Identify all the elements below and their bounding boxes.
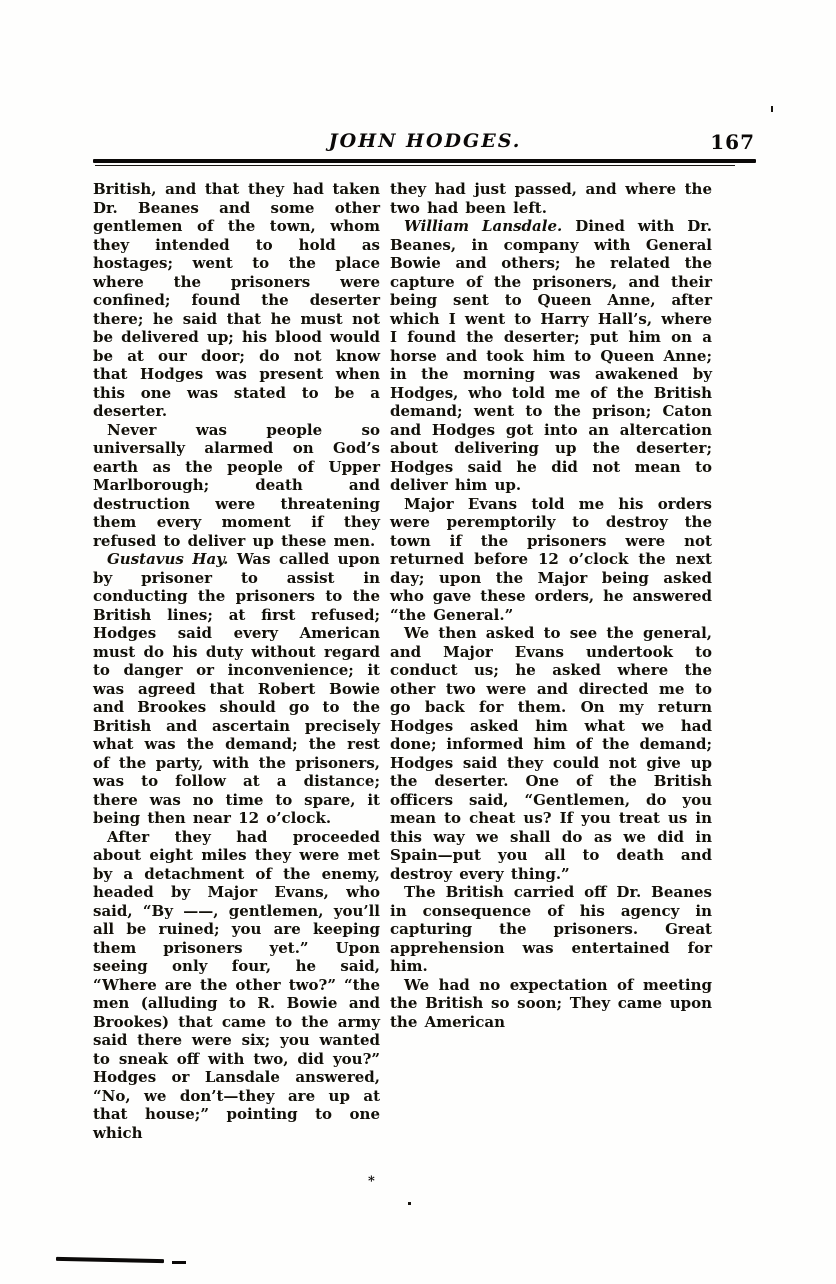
paragraph-text: We then asked to see the general, and Major Evans undertook to conduct us; he asked where the other two were and directed me to go back for them. On my return Hodges asked him what we had done; informed him of the demand; Hodges said they could not give up the deserter. One of the British officers said, “Gentlemen, do you mean to cheat us? If you treat us in this way we shall do as we did in Spain—put you all to death and destroy every thing.” <box>390 624 712 883</box>
paragraph <box>93 421 380 551</box>
page-number: 167 <box>710 130 755 154</box>
paragraph-text: Major Evans told me his orders were peremptorily to destroy the town if the prisoners were not returned before 12 o’clock the next day; upon the Major being asked who gave these orders, he answered “the General.” <box>390 494 712 624</box>
scan-ink-smudge <box>56 1257 164 1263</box>
paragraph-text: they had just passed, and where the two had been left. <box>390 180 712 217</box>
right-column <box>390 180 712 1031</box>
page-title: JOHN HODGES. <box>328 130 522 152</box>
paragraph-text: Was called upon by prisoner to assist in conducting the prisoners to the British lines; at first refused; Hodges said every American must do his duty without regard to danger or inconvenience; it was agreed that Robert Bowie and Brookes should go to the British and ascertain precisely what was the demand; the rest of the party, with the prisoners, was to follow at a distance; there was no time to spare, it being then near 12 o’clock. <box>93 550 380 827</box>
paragraph <box>93 828 380 1143</box>
paragraph-text: We had no expectation of meeting the British so soon; They came upon the American <box>390 975 712 1031</box>
paragraph-text: Never was people so universally alarmed on God’s earth as the people of Upper Marlborough; death and destruction were threatening them every moment if they refused to deliver up these men. <box>93 420 380 550</box>
paragraph <box>390 495 712 625</box>
paragraph <box>390 624 712 883</box>
paragraph-text: Dined with Dr. Beanes, in company with General Bowie and others; he related the capture of the prisoners, and their being sent to Queen Anne, after which I went to Harry Hall’s, where I found the deserter; put him on a horse and took him to Queen Anne; in the morning was awakened by Hodges, who told me of the British demand; went to the prison; Caton and Hodges got into an altercation about delivering up the deserter; Hodges said he did not mean to deliver him up. <box>390 217 712 494</box>
header-rule <box>93 159 756 163</box>
paragraph-text: The British carried off Dr. Beanes in consequence of his agency in capturing the prisoners. Great apprehension was entertained for him. <box>390 883 712 975</box>
paragraph-text: After they had proceeded about eight miles they were met by a detachment of the enemy, headed by Major Evans, who said, “By ——, gentlemen, you’ll all be ruined; you are keeping them prisoners yet.” Upon seeing only four, he said, “Where are the other two?” “the men (alluding to R. Bowie and Brookes) that came to the army said there were six; you wanted to sneak off with two, did you?” Hodges or Lansdale answered, “No, we don’t—they are up at that house;” pointing to one which <box>93 827 380 1142</box>
footnote-asterisk: * <box>368 1174 375 1189</box>
paragraph <box>93 550 380 828</box>
paragraph <box>93 180 380 421</box>
scan-speck-icon <box>771 106 773 112</box>
deponent-name: Gustavus Hay. <box>107 550 229 568</box>
scan-ink-smudge <box>172 1261 186 1264</box>
header-rule-thin <box>95 165 735 166</box>
scan-speck-icon <box>408 1202 411 1205</box>
paragraph <box>390 217 712 495</box>
page-header <box>93 130 757 158</box>
paragraph <box>390 976 712 1032</box>
paragraph <box>390 883 712 976</box>
paragraph <box>390 180 712 217</box>
deponent-name: William Lansdale. <box>404 217 563 235</box>
left-column <box>93 180 380 1142</box>
paragraph-text: British, and that they had taken Dr. Beanes and some other gentlemen of the town, whom they intended to hold as hostages; went to the place where the prisoners were confined; found the deserter there; he said that he must not be delivered up; his blood would be at our door; do not know that Hodges was present when this one was stated to be a deserter. <box>93 180 380 420</box>
